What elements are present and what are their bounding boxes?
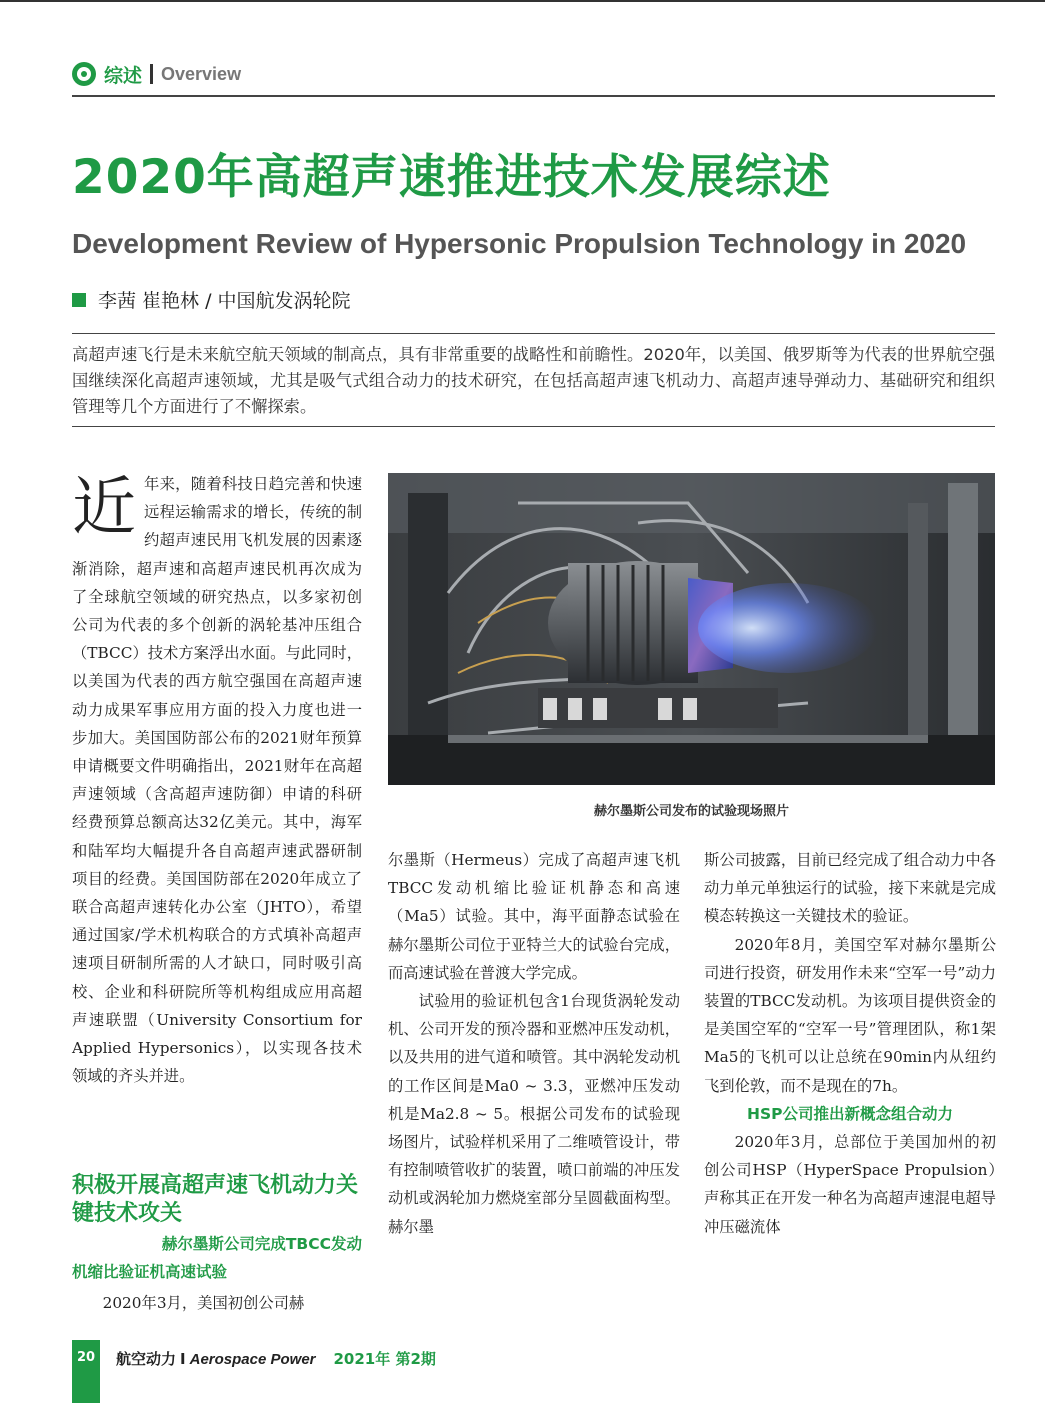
subsection-heading: HSP公司推出新概念组合动力 [747, 1104, 953, 1123]
column-3 [704, 846, 996, 1241]
journal-logo-icon [72, 62, 96, 86]
journal-name-en: Aerospace Power [189, 1351, 316, 1368]
column-1-continued [72, 1289, 362, 1317]
section-divider [150, 64, 153, 84]
journal-footer: 航空动力 I Aerospace Power 2021年 第2期 [116, 1350, 436, 1368]
subsection-heading-line: 机缩比验证机高速试验 [72, 1263, 228, 1281]
dropcap: 近 [72, 471, 136, 545]
paragraph: 试验用的验证机包含1台现货涡轮发动机、公司开发的预冷器和亚燃冲压发动机，以及共用的进气道和喷管。其中涡轮发动机的工作区间是Ma0 ~ 3.3，亚燃冲压发动机是Ma2.8 ~ 5。根据公司发布的试验现场图片，试验样机采用了二维喷管设计，带有控制喷管收扩的装置，喷口前端的冲压发动机或涡轮加力燃烧室部分呈圆截面构型。赫尔墨 [388, 992, 680, 1236]
article-title: 2020年高超声速推进技术发展综述 [72, 150, 831, 205]
article-subtitle: Development Review of Hypersonic Propulsion Technology in 2020 [72, 228, 967, 259]
subsection-heading-line: 赫尔墨斯公司完成TBCC发动 [161, 1235, 362, 1253]
authors: 李茜 崔艳林 / 中国航发涡轮院 [98, 290, 351, 312]
bullet-square-icon [72, 293, 86, 307]
section-name-cn: 综述 [104, 64, 143, 87]
page-number: 20 [76, 1350, 96, 1365]
paragraph: 斯公司披露，目前已经完成了组合动力中各动力单元单独运行的试验，接下来就是完成模态转换这一关键技术的验证。 [704, 851, 996, 926]
paragraph: 2020年3月，美国初创公司赫 [102, 1294, 305, 1312]
figure-photo [388, 473, 995, 785]
journal-name-cn: 航空动力 [116, 1350, 177, 1368]
column-2 [388, 846, 680, 1241]
author-line [72, 286, 351, 313]
paragraph: 2020年8月，美国空军对赫尔墨斯公司进行投资，研发用作未来“空军一号”动力装置的TBCC发动机。为该项目提供资金的是美国空军的“空军一号”管理团队，称1架Ma5的飞机可以让总统在90min内从纽约飞到伦敦，而不是现在的7h。 [704, 935, 996, 1095]
top-border [0, 0, 1045, 2]
paragraph: 2020年3月，总部位于美国加州的初创公司HSP（HyperSpace Propulsion）声称其正在开发一种名为高超声速混电超导冲压磁流体 [704, 1133, 996, 1236]
engine-test-photo [388, 473, 995, 785]
column-1 [72, 470, 362, 1090]
issue: 2021年 第2期 [333, 1350, 436, 1368]
section-name-en: Overview [161, 63, 242, 84]
paragraph: 年来，随着科技日趋完善和快速远程运输需求的增长，传统的制约超声速民用飞机发展的因素逐渐消除，超声速和高超声速民机再次成为了全球航空领域的研究热点，以多家初创公司为代表的多个创新的涡轮基冲压组合（TBCC）技术方案浮出水面。与此同时，以美国为代表的西方航空强国在高超声速动力成果军事应用方面的投入力度也进一步加大。美国国防部公布的2021财年预算申请概要文件明确指出，2021财年在高超声速领域（含高超声速防御）申请的科研经费预算总额高达32亿美元。其中，海军和陆军均大幅提升各自高超声速武器研制项目的经费。美国国防部在2020年成立了联合高超声速转化办公室（JHTO），希望通过国家/学术机构联合的方式填补高超声速项目研制所需的人才缺口，同时吸引高校、企业和科研院所等机构组成应用高超声速联盟（University Consortium for Applied Hypersonics），以实现各技术领域的齐头并进。 [72, 475, 362, 1086]
section-header [72, 60, 241, 88]
header-rule [72, 95, 995, 97]
abstract: 高超声速飞行是未来航空航天领域的制高点，具有非常重要的战略性和前瞻性。2020年，以美国、俄罗斯等为代表的世界航空强国继续深化高超声速领域，尤其是吸气式组合动力的技术研究，在包括高超声速飞机动力、高超声速导弹动力、基础研究和组织管理等几个方面进行了不懈探索。 [72, 333, 995, 427]
paragraph: 尔墨斯（Hermeus）完成了高超声速飞机TBCC发动机缩比验证机静态和高速（Ma5）试验。其中，海平面静态试验在赫尔墨斯公司位于亚特兰大的试验台完成，而高速试验在普渡大学完成。 [388, 851, 680, 982]
figure-caption: 赫尔墨斯公司发布的试验现场照片 [593, 804, 789, 819]
subsection-heading [72, 1230, 362, 1286]
section-heading: 积极开展高超声速飞机动力关键技术攻关 [72, 1173, 359, 1226]
